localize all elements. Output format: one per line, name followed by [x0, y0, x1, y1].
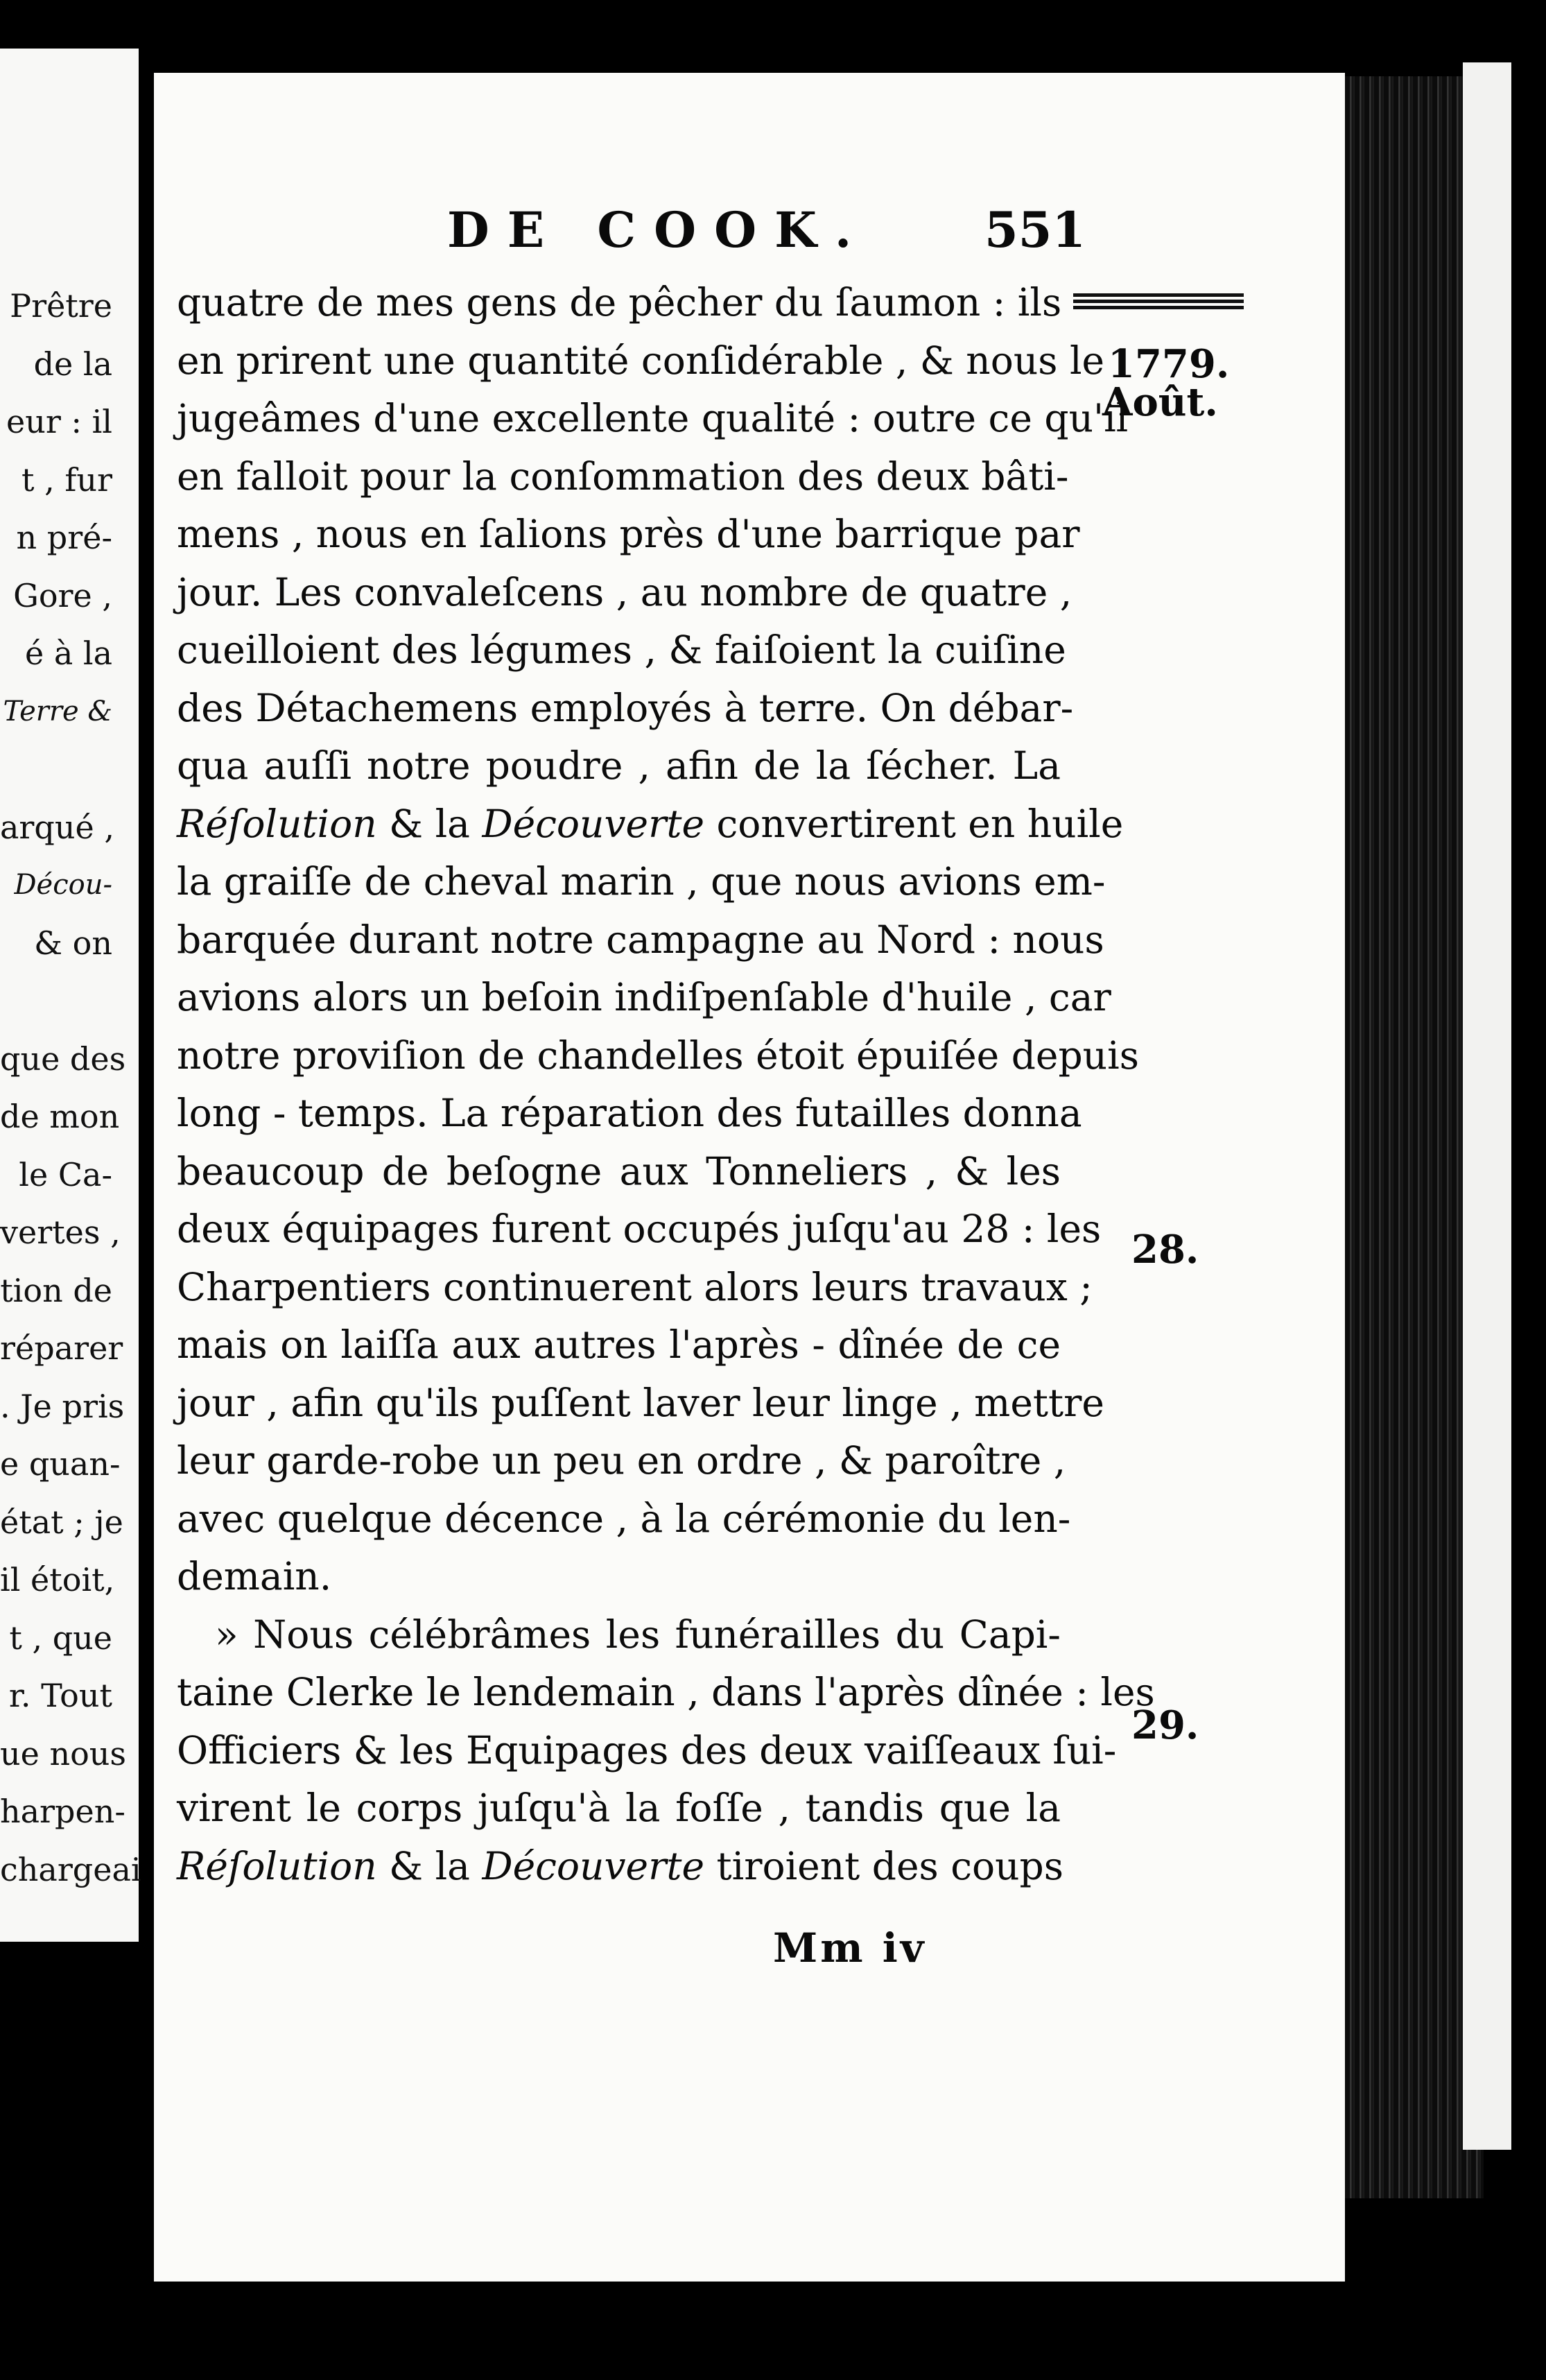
text-line — [177, 1722, 1117, 1780]
text-line — [177, 332, 1105, 390]
left-page-line: de mon — [0, 1098, 120, 1135]
text-line — [177, 1143, 1061, 1201]
text-line — [177, 737, 1061, 795]
text-segment: & la — [376, 801, 483, 846]
left-page-line: de la — [33, 345, 112, 383]
text-line — [177, 680, 1074, 738]
left-page-line: état ; je — [0, 1503, 123, 1541]
text-line — [177, 1779, 1061, 1838]
left-page-line: vertes , — [0, 1214, 121, 1251]
text-segment: virent le corps juſqu'à la foſſe , tandis que la — [177, 1786, 1061, 1830]
body-text — [177, 274, 1155, 1895]
left-page-line: & on — [34, 924, 112, 962]
text-line — [177, 1027, 1139, 1085]
text-segment: mais on laiſſa aux autres l'après - dînée de ce — [177, 1322, 1061, 1367]
running-head: DE COOK. — [447, 201, 870, 259]
left-page-line: n pré- — [16, 519, 112, 556]
text-segment: jour. Les convaleſcens , au nombre de quatre , — [177, 569, 1072, 614]
text-line — [177, 853, 1106, 911]
left-page-line: e quan- — [0, 1445, 121, 1483]
text-segment: notre proviſion de chandelles étoit épuiſée depuis — [177, 1033, 1139, 1078]
text-line — [177, 795, 1124, 854]
text-line — [177, 1200, 1102, 1259]
text-segment: qua auſſi notre poudre , afin de la ſécher. La — [177, 743, 1061, 788]
text-segment: avec quelque décence , à la cérémonie du len- — [177, 1496, 1071, 1541]
left-page-line: ue nous — [0, 1734, 127, 1773]
left-page-line: t , que — [9, 1619, 112, 1657]
text-segment: en falloit pour la conſommation des deux bâti- — [177, 454, 1069, 499]
left-page-line: réparer — [0, 1329, 123, 1367]
text-segment: convertirent en huile — [704, 801, 1124, 846]
text-line — [177, 1490, 1071, 1549]
left-page-line: tion de — [0, 1271, 112, 1309]
text-segment: long - temps. La réparation des futailles donna — [177, 1091, 1082, 1135]
margin-date-29: 29. — [1131, 1702, 1199, 1748]
text-line — [177, 448, 1069, 506]
text-line — [177, 621, 1066, 680]
margin-date-28: 28. — [1131, 1227, 1199, 1273]
left-page-line: Décou- — [14, 869, 112, 901]
margin-rule — [1073, 293, 1244, 310]
text-line — [177, 274, 1061, 332]
text-segment: barquée durant notre campagne au Nord : nous — [177, 917, 1104, 962]
text-segment: des Détachemens employés à terre. On débar- — [177, 685, 1074, 730]
text-line — [177, 564, 1072, 622]
left-page-line: . Je pris — [0, 1387, 125, 1425]
next-page-edge — [1463, 62, 1511, 2150]
page-number: 551 — [984, 201, 1086, 259]
text-line — [177, 1606, 1061, 1664]
left-page-line: le Ca- — [19, 1155, 112, 1193]
text-line — [177, 1085, 1082, 1143]
italic-ship-name: Découverte — [482, 1843, 705, 1888]
text-segment: beaucoup de beſogne aux Tonneliers , & les — [177, 1148, 1061, 1193]
text-segment: taine Clerke le lendemain , dans l'après dînée : les — [177, 1670, 1155, 1714]
left-page-line: Gore , — [13, 576, 112, 614]
left-page-line: harpen- — [0, 1793, 125, 1830]
text-line — [177, 911, 1104, 969]
text-segment: la graiſſe de cheval marin , que nous avions em- — [177, 859, 1106, 904]
text-line — [177, 969, 1111, 1027]
text-line — [177, 506, 1080, 564]
text-segment: en prirent une quantité conſidérable , & nous le — [177, 338, 1105, 383]
text-segment: demain. — [177, 1554, 332, 1598]
left-page-line: r. Tout — [8, 1677, 112, 1714]
italic-ship-name: Réſolution — [177, 801, 377, 846]
left-page-line: eur : il — [6, 403, 112, 440]
text-segment: leur garde-robe un peu en ordre , & paroître , — [177, 1438, 1066, 1483]
left-page-line: que des — [0, 1040, 126, 1078]
text-line — [177, 1838, 1061, 1896]
signature-mark: Mm iv — [773, 1924, 927, 1972]
text-segment: & la — [376, 1843, 483, 1888]
left-page-line: Prêtre — [10, 287, 112, 325]
left-page-line: t , fur — [21, 460, 112, 499]
text-segment: tiroient des coups — [704, 1843, 1063, 1888]
text-line — [177, 1259, 1093, 1317]
text-line — [177, 390, 1129, 448]
text-segment: Officiers & les Equipages des deux vaiſſeaux ſui- — [177, 1727, 1117, 1773]
text-segment: mens , nous en ſalions près d'une barrique par — [177, 512, 1080, 556]
left-page-line: arqué , — [0, 808, 114, 846]
text-segment: quatre de mes gens de pêcher du ſaumon : ils — [177, 280, 1062, 325]
text-line — [177, 1374, 1104, 1433]
text-line — [177, 1432, 1066, 1490]
text-segment: cueilloient des légumes , & faiſoient la cuiſine — [177, 628, 1066, 672]
text-line — [177, 1548, 1061, 1606]
text-segment: » Nous célébrâmes les funérailles du Capi- — [215, 1612, 1061, 1657]
text-segment: jour , afin qu'ils puſſent laver leur linge , mettre — [177, 1380, 1104, 1425]
text-segment: jugeâmes d'une excellente qualité : outre ce qu'il — [177, 396, 1129, 440]
text-segment: avions alors un beſoin indiſpenſable d'huile , car — [177, 975, 1111, 1019]
margin-month: Août. — [1102, 379, 1218, 425]
italic-ship-name: Réſolution — [177, 1843, 377, 1888]
text-segment: Charpentiers continuerent alors leurs travaux ; — [177, 1264, 1093, 1309]
left-page-line: é à la — [24, 635, 112, 672]
text-line — [177, 1664, 1155, 1722]
left-page-line: il étoit, — [0, 1561, 115, 1598]
margin-year: 1779. — [1108, 341, 1230, 387]
left-page-line: chargeai — [0, 1850, 141, 1888]
italic-ship-name: Découverte — [482, 801, 705, 846]
text-line — [177, 1316, 1061, 1374]
text-segment: deux équipages furent occupés juſqu'au 28 : les — [177, 1207, 1102, 1251]
left-page-line: Terre & — [3, 695, 112, 727]
